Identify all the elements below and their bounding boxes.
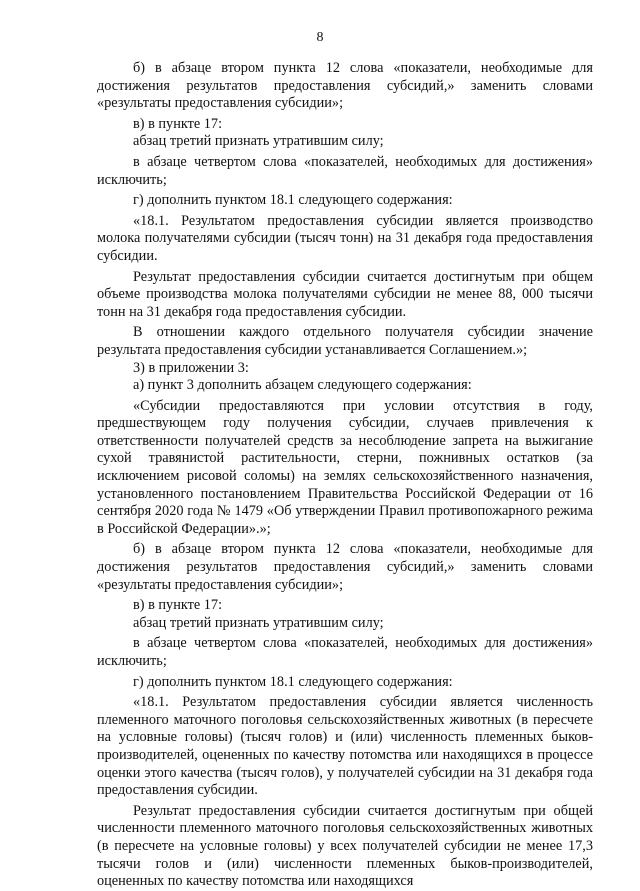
paragraph-6: «18.1. Результатом предоставления субсидии является производство молока получателями субсидии (тысяч тонн) на 31 декабря года предоставления субсидии. xyxy=(97,212,593,264)
document-body xyxy=(97,60,593,891)
paragraph-7: Результат предоставления субсидии считается достигнутым при общем объеме производства молока получателями субсидии не менее 88, 000 тысячи тонн на 31 декабря года предоставления субсидии. xyxy=(97,268,593,320)
paragraph-13: в) в пункте 17: xyxy=(133,597,223,614)
paragraph-2: в) в пункте 17: xyxy=(133,115,223,132)
paragraph-16: г) дополнить пунктом 18.1 следующего содержания: xyxy=(133,673,453,690)
paragraph-9: 3) в приложении 3: xyxy=(133,359,249,376)
paragraph-4: в абзаце четвертом слова «показателей, необходимых для достижения» исключить; xyxy=(97,153,593,188)
paragraph-14: абзац третий признать утратившим силу; xyxy=(133,614,384,631)
page-number: 8 xyxy=(316,30,324,45)
paragraph-10: а) пункт 3 дополнить абзацем следующего содержания: xyxy=(133,377,472,394)
paragraph-3: абзац третий признать утратившим силу; xyxy=(133,133,384,150)
paragraph-5: г) дополнить пунктом 18.1 следующего содержания: xyxy=(133,192,453,209)
paragraph-15: в абзаце четвертом слова «показателей, необходимых для достижения» исключить; xyxy=(97,635,593,669)
paragraph-18: Результат предоставления субсидии считается достигнутым при общей численности племенного маточного поголовья сельскохозяйственных животных (в пересчете на условные головы) у всех получателей субсидии не менее 17,3 тысячи голов и (или) численности племенных быков-производителей, оцененных по качеству потомства или находящихся xyxy=(97,802,593,890)
paragraph-12: б) в абзаце втором пункта 12 слова «показатели, необходимые для достижения результатов предоставления субсидий,» заменить словами «результаты предоставления субсидии»; xyxy=(97,541,593,593)
paragraph-1: б) в абзаце втором пункта 12 слова «показатели, необходимые для достижения результатов предоставления субсидий,» заменить словами «результаты предоставления субсидии»; xyxy=(97,60,593,112)
paragraph-17: «18.1. Результатом предоставления субсидии является численность племенного маточного поголовья сельскохозяйственных животных (в пересчете на условные головы) (тысяч голов) и (или) численность племенных быков-производителей, оцененных по качеству потомства или находящихся в процессе оценки этого качества (тысяч голов), у получателей субсидии на 31 декабря года предоставления субсидии. xyxy=(97,694,593,799)
paragraph-8: В отношении каждого отдельного получателя субсидии значение результата предоставления субсидии устанавливается Соглашением.»; xyxy=(97,324,593,358)
paragraph-11: «Субсидии предоставляются при условии отсутствия в году, предшествующем году получения субсидии, случаев привлечения к ответственности получателей средств за несоблюдение запрета на выжигание сухой травянистой растительности, стерни, пожнивных остатков (за исключением рисовой соломы) на землях сельскохозяйственного назначения, установленного постановлением Правительства Российской Федерации от 16 сентября 2020 года № 1479 «Об утверждении Правил противопожарного режима в Российской Федерации».»; xyxy=(97,397,593,537)
